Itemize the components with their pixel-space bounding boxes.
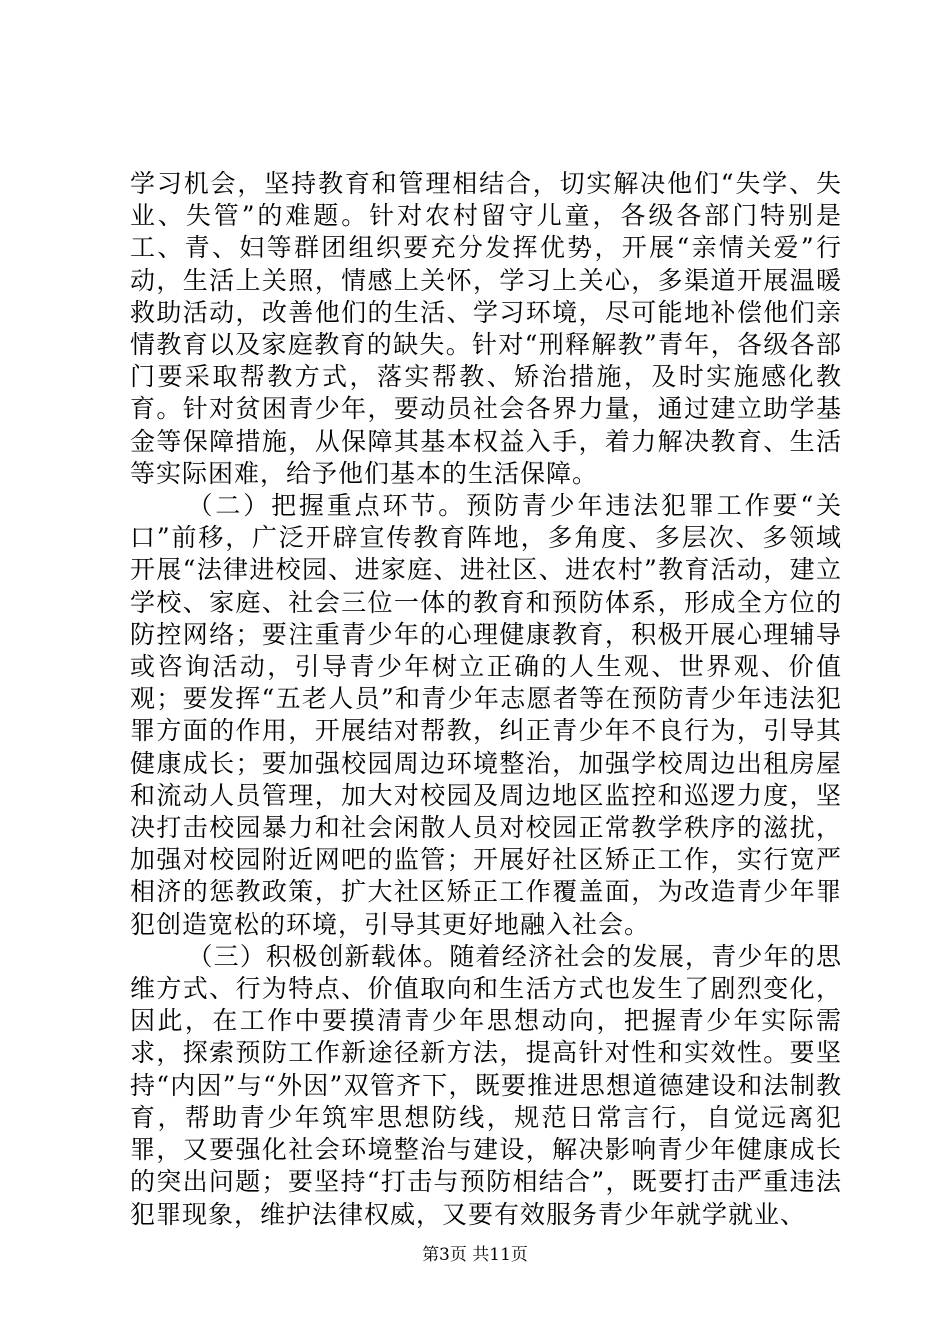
- paragraph-1: 学习机会，坚持教育和管理相结合，切实解决他们“失学、失业、失管”的难题。针对农村留守儿童，各级各部门特别是工、青、妇等群团组织要充分发挥优势，开展“亲情关爱”行动，生活上关照，情感上关怀，学习上关心，多渠道开展温暖救助活动，改善他们的生活、学习环境，尽可能地补偿他们亲情教育以及家庭教育的缺失。针对“刑释解教”青年，各级各部门要采取帮教方式，落实帮教、矫治措施，及时实施感化教育。针对贫困青少年，要动员社会各界力量，通过建立助学基金等保障措施，从保障其基本权益入手，着力解决教育、生活等实际困难，给予他们基本的生活保障。: [130, 169, 842, 488]
- document-body: [130, 168, 842, 1231]
- paragraph-2: （二）把握重点环节。预防青少年违法犯罪工作要“关口”前移，广泛开辟宣传教育阵地，多角度、多层次、多领域开展“法律进校园、进家庭、进社区、进农村”教育活动，建立学校、家庭、社会三位一体的教育和预防体系，形成全方位的防控网络；要注重青少年的心理健康教育，积极开展心理辅导或咨询活动，引导青少年树立正确的人生观、世界观、价值观；要发挥“五老人员”和青少年志愿者等在预防青少年违法犯罪方面的作用，开展结对帮教，纠正青少年不良行为，引导其健康成长；要加强校园周边环境整治，加强学校周边出租房屋和流动人员管理，加大对校园及周边地区监控和巡逻力度，坚决打击校园暴力和社会闲散人员对校园正常教学秩序的滋扰，加强对校园附近网吧的监管；开展好社区矫正工作，实行宽严相济的惩教政策，扩大社区矫正工作覆盖面，为改造青少年罪犯创造宽松的环境，引导其更好地融入社会。: [130, 491, 842, 939]
- paragraph-3: （三）积极创新载体。随着经济社会的发展，青少年的思维方式、行为特点、价值取向和生活方式也发生了剧烈变化，因此，在工作中要摸清青少年思想动向，把握青少年实际需求，探索预防工作新途径新方法，提高针对性和实效性。要坚持“内因”与“外因”双管齐下，既要推进思想道德建设和法制教育，帮助青少年筑牢思想防线，规范日常言行，自觉远离犯罪，又要强化社会环境整治与建设，解决影响青少年健康成长的突出问题；要坚持“打击与预防相结合”，既要打击严重违法犯罪现象，维护法律权威，又要有效服务青少年就学就业、: [130, 941, 842, 1229]
- page-number-footer: 第3页 共11页: [422, 1245, 528, 1265]
